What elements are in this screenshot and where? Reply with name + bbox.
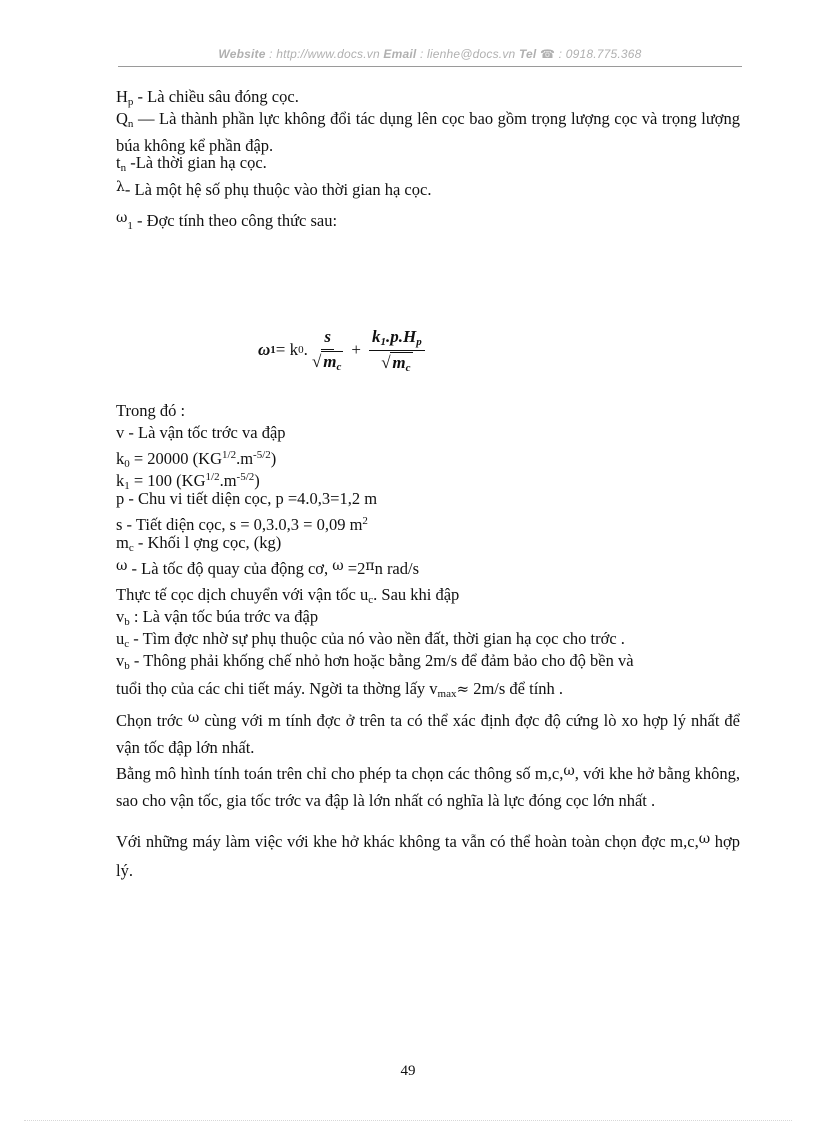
- website-value: : http://www.docs.vn: [265, 47, 384, 61]
- formula-dot: .: [303, 340, 308, 359]
- chon-omega: ω: [187, 710, 200, 726]
- uc-sub: c: [124, 638, 130, 650]
- header-divider: [118, 66, 742, 67]
- footer-divider: [24, 1120, 792, 1121]
- email-label: Email: [383, 47, 417, 61]
- k1-sup1: 1/2: [205, 471, 220, 483]
- k0-sup1: 1/2: [222, 449, 237, 461]
- line-omega1: [116, 210, 740, 237]
- fraction-2-k-sub: 1: [380, 335, 386, 348]
- paragraph-chon: [116, 708, 740, 760]
- thuc-te-sub: c: [368, 594, 374, 606]
- line-tn: [116, 152, 740, 179]
- omega-symbol: ω: [116, 558, 128, 574]
- lambda-symbol: λ: [116, 179, 125, 195]
- omega-eq-symbol: ω: [332, 558, 344, 574]
- tuoi-tho-sub: max: [437, 688, 457, 700]
- line-qn: [116, 108, 740, 157]
- chon-text: Chọn trớc: [116, 711, 188, 730]
- paragraph-voi: [116, 828, 740, 884]
- k0-value: = 20000 (KG: [129, 449, 223, 468]
- fraction-2-m-sub: c: [405, 361, 411, 374]
- tn-subscript: n: [120, 162, 127, 174]
- line-p: p - Chu vi tiết diện cọc, p =4.0,3=1,2 m: [116, 489, 378, 508]
- tuoi-tho-rest: 2m/s để tính .: [469, 679, 564, 698]
- fraction-2-m: m: [392, 352, 406, 372]
- thuc-te-text: Thực tế cọc dịch chuyển với vận tốc u: [116, 585, 369, 604]
- k0-symbol: k: [116, 449, 125, 468]
- line-tuoi-tho: [116, 678, 740, 705]
- k1-sup2: -5/2: [236, 471, 255, 483]
- fraction-1-numerator: s: [321, 327, 334, 350]
- phone-icon: ☎: [539, 47, 556, 61]
- omega-text: - Là tốc độ quay của động cơ,: [127, 559, 333, 578]
- fraction-1-m: m: [323, 352, 337, 371]
- vb-sub: b: [124, 616, 130, 628]
- formula-fraction-2: [369, 327, 425, 374]
- voi-omega: ω: [698, 831, 711, 847]
- omega1-symbol: ω: [116, 210, 128, 226]
- email-value: : lienhe@docs.vn: [416, 47, 519, 61]
- k1-symbol: k: [116, 471, 125, 490]
- pi-symbol: π: [365, 558, 375, 574]
- voi-rest: hợp lý.: [116, 832, 741, 880]
- formula-eq: = k: [275, 340, 299, 359]
- k0-sub: 0: [124, 458, 130, 470]
- tn-text: -Là thời gian hạ cọc.: [126, 153, 267, 172]
- k1-value: = 100 (KG: [129, 471, 206, 490]
- fraction-1-m-sub: c: [336, 361, 342, 373]
- website-label: Website: [218, 47, 266, 61]
- uc-text: - Tìm đợc nhờ sự phụ thuộc của nó vào nền đất, thời gian hạ cọc cho trớc .: [129, 629, 625, 648]
- omega1-text: - Đợc tính theo công thức sau:: [132, 211, 338, 230]
- hp-text: - Là chiều sâu đóng cọc.: [133, 87, 299, 106]
- line-omega: [116, 558, 740, 581]
- formula-k-sub: 0: [298, 344, 304, 356]
- k0-close: ): [270, 449, 277, 468]
- fraction-2-h-sub: p: [416, 335, 422, 348]
- fraction-2-phrase: .p.H: [385, 326, 417, 346]
- thuc-te-rest: . Sau khi đập: [373, 585, 460, 604]
- formula-omega-sub: 1: [270, 344, 276, 356]
- hp-symbol: H: [116, 87, 128, 106]
- page-header: [118, 47, 742, 61]
- chon-rest: cùng với m tính đợc ở trên ta có thể xác định đợc độ cứng lò xo hợp lý nhất để vận tốc đập lớn nhất.: [116, 711, 740, 757]
- hp-subscript: p: [127, 96, 134, 108]
- k1-close: ): [254, 471, 260, 490]
- voi-text: Với những máy làm việc với khe hở khác không ta vẫn có thể hoàn toàn chọn đợc m,c,: [116, 832, 699, 851]
- qn-symbol: Q: [116, 109, 128, 128]
- k1-m: .m: [219, 471, 237, 490]
- mc-symbol: m: [116, 533, 129, 552]
- vb-text: : Là vận tốc búa trớc va đập: [129, 607, 319, 626]
- tn-symbol: t: [116, 153, 121, 172]
- lambda-text: - Là một hệ số phụ thuộc vào thời gian hạ cọc.: [124, 180, 432, 199]
- line-vb2: [116, 650, 740, 677]
- vb-symbol: v: [116, 607, 125, 626]
- bang-omega: ω: [563, 763, 575, 779]
- trong-do: Trong đó :: [116, 401, 186, 420]
- page-number: 49: [400, 1063, 416, 1079]
- line-v: v - Là vận tốc trớc va đập: [116, 423, 286, 442]
- fraction-2-denominator: √ $m_c$: [381, 352, 411, 374]
- fraction-2-numerator: [369, 327, 425, 351]
- omega-eq-unit: n rad/s: [374, 559, 420, 578]
- mc-text: - Khối l ợng cọc, (kg): [133, 533, 282, 552]
- tuoi-tho-text: tuổi thọ của các chi tiết máy. Ngời ta thờng lấy v: [116, 679, 438, 698]
- formula-omega: ω: [258, 340, 271, 359]
- fraction-1-denominator: √ $m_c$: [311, 352, 342, 373]
- omega1-subscript: 1: [127, 220, 133, 232]
- paragraph-bang: [116, 761, 740, 813]
- vb2-text: - Thông phải khống chế nhỏ hơn hoặc bằng 2m/s để đảm bảo cho độ bền và: [129, 651, 634, 670]
- omega-eq-text: =2: [343, 559, 366, 578]
- k0-m: .m: [236, 449, 254, 468]
- bang-rest: , với khe hở bằng không, sao cho vận tốc, gia tốc trớc va đập là lớn nhất có nghĩa là lực đóng cọc lớn nhất .: [116, 764, 740, 810]
- fraction-2-k: k: [371, 326, 381, 346]
- tel-value: : 0918.775.368: [555, 47, 642, 61]
- vb2-symbol: v: [116, 651, 125, 670]
- qn-text: — Là thành phần lực không đổi tác dụng lên cọc bao gồm trọng lượng cọc và trọng lượng búa không kể phần đập.: [116, 109, 740, 155]
- qn-subscript: n: [127, 118, 134, 130]
- k0-sup2: -5/2: [253, 449, 271, 461]
- k1-sub: 1: [124, 480, 130, 492]
- tel-label: Tel: [518, 47, 537, 61]
- s-sup: 2: [362, 515, 368, 527]
- formula-plus: +: [351, 340, 361, 359]
- formula-fraction-1: [312, 327, 343, 373]
- approx-symbol: ≈: [456, 680, 470, 698]
- s-text: s - Tiết diện cọc, s = 0,3.0,3 = 0,09 m: [116, 515, 363, 534]
- bang-text: Bằng mô hình tính toán trên chỉ cho phép ta chọn các thông số m,c,: [116, 764, 564, 783]
- omega-formula: [258, 325, 429, 375]
- line-mc: [116, 532, 740, 559]
- vb2-sub: b: [124, 660, 130, 672]
- mc-sub: c: [128, 542, 134, 554]
- line-lambda: [116, 179, 740, 202]
- uc-symbol: u: [116, 629, 125, 648]
